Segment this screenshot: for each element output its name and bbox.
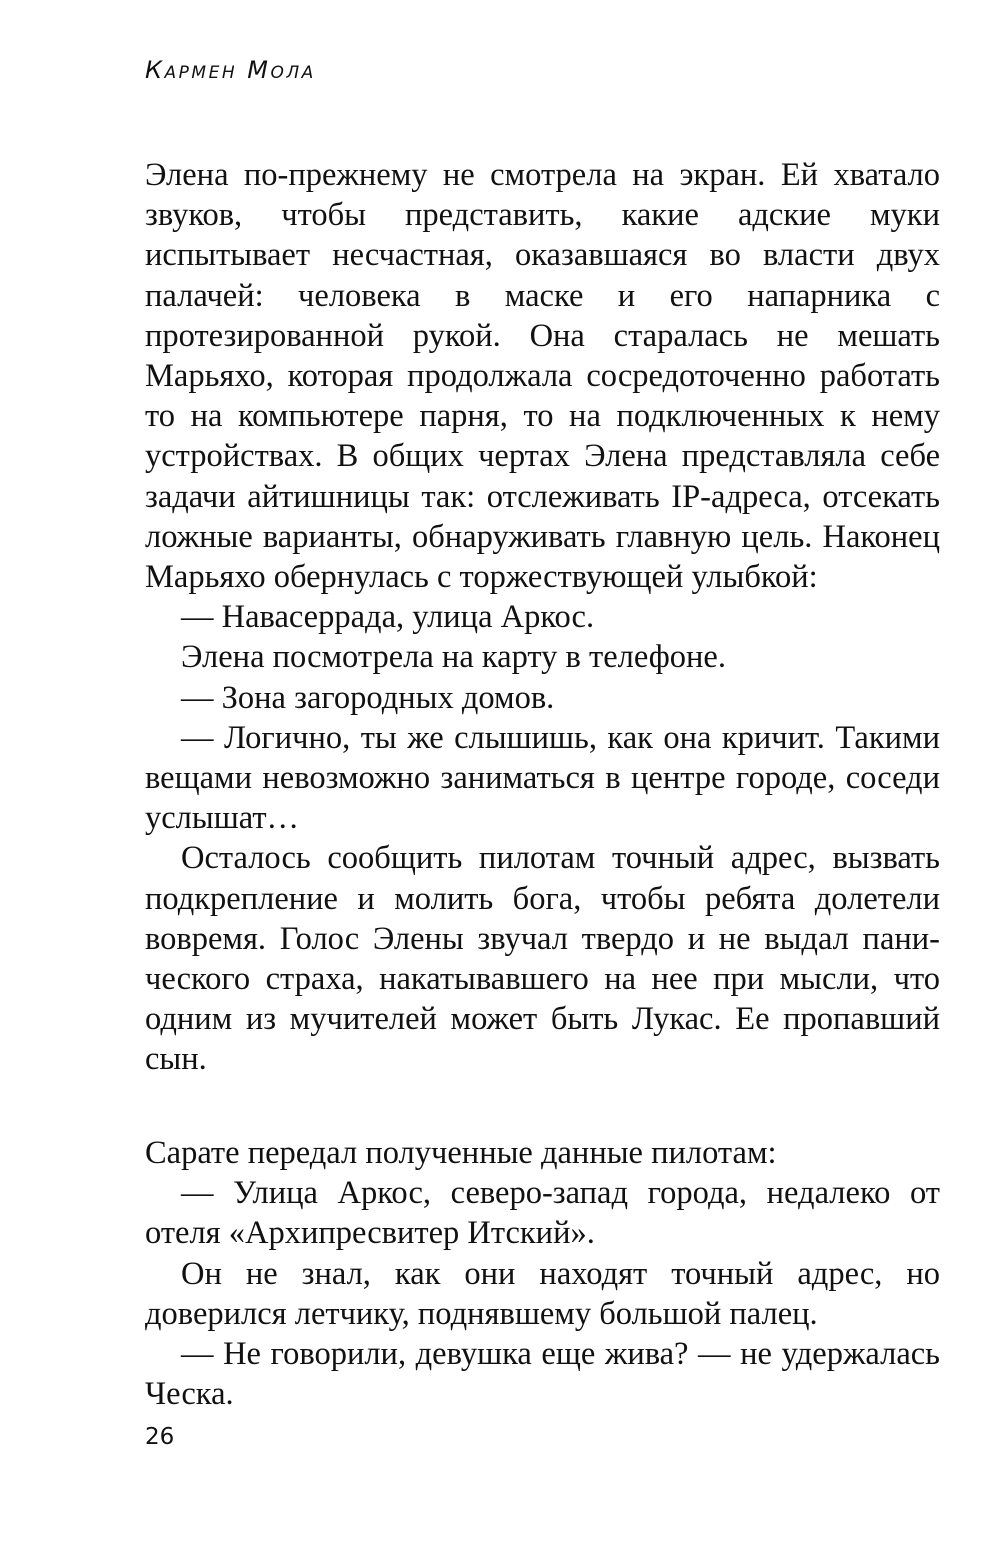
paragraph: — Зона загородных домов. [181,679,555,716]
running-head: Кармен Мола [145,56,316,84]
text-section-2 [145,1133,940,1414]
text-section-1 [145,155,940,1080]
paragraph: Элена по-прежнему не смотрела на экран. Ей хватало звуков, чтобы представить, какие адские муки испытывает несчастная, оказавшаяся во власти двух палачей: человека в маске и его напарника с протезированной рукой. Она старалась не мешать Марьяхо, которая продолжала сосредоточенно работать то на компьютере парня, то на подключенных к нему устройствах. В общих чертах Элена представляла себе задачи айтишницы так: отслеживать IP-адреса, отсекать ложные варианты, обнаруживать главную цель. Наконец Марьяхо обернулась с торжествующей улыбкой: [145,157,940,596]
paragraph: — Не говорили, девушка еще жива? — не удержалась Ческа. [145,1336,940,1413]
paragraph: Сарате передал полученные данные пилотам: [145,1135,777,1171]
paragraph: — Логично, ты же слышишь, как она кричит. Такими вещами невозможно заниматься в центре городе, соседи услышат… [145,719,940,837]
page-number: 26 [145,1424,175,1450]
paragraph: Осталось сообщить пилотам точный адрес, вызвать подкрепление и молить бога, чтобы ребята долетели вовремя. Голос Элены звучал твердо и не выдал панического страха, накатывавшего на нее при мысли, что одним из мучителей может быть Лукас. Ее пропавший сын. [145,840,940,1078]
paragraph: Он не знал, как они находят точный адрес, но доверился летчику, поднявшему большой палец. [145,1255,940,1332]
paragraph: — Улица Аркос, северо-запад города, недалеко от отеля «Архипресвитер Итский». [145,1175,940,1252]
paragraph: Элена посмотрела на карту в телефоне. [181,639,726,676]
paragraph: — Навасеррада, улица Аркос. [181,599,595,636]
